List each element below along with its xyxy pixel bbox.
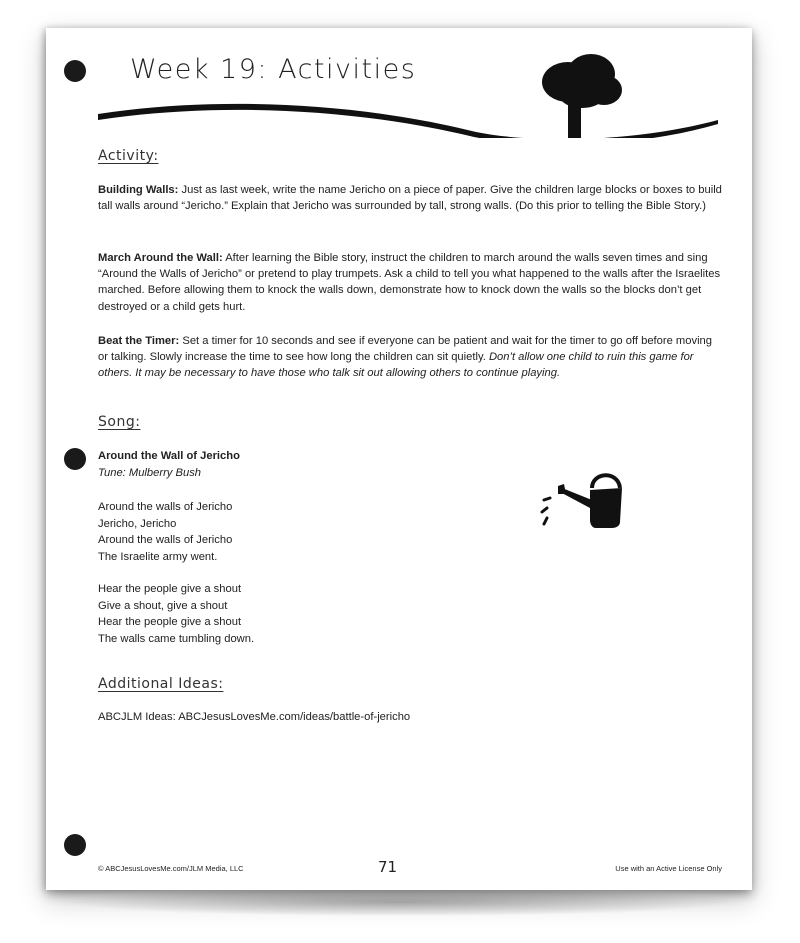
watering-can-icon: [538, 464, 628, 544]
page-shadow: [70, 888, 730, 916]
lyric-line: Hear the people give a shout: [98, 583, 242, 595]
song-verse-2: [98, 581, 254, 647]
activity-text: After learning the Bible story, instruct the children to march around the walls seven times and sing “Around the Walls of Jericho” or pretend to play trumpets. Ask a child to tell you what happened to the walls after the Israelites marched. Before allowing them to knock the walls down, demonstrate how to knock down the walls so the blocks don’t get destroyed or a child gets hurt.: [98, 252, 721, 313]
activity-name: Beat the Timer:: [98, 335, 180, 347]
activity-name: March Around the Wall:: [98, 252, 223, 264]
activity-name: Building Walls:: [98, 184, 179, 196]
lyric-line: Jericho, Jericho: [98, 517, 177, 530]
lyric-line: Hear the people give a shout: [98, 616, 242, 628]
activity-building-walls: [98, 182, 722, 214]
song-verse-1: [98, 499, 232, 565]
song-heading: Song:: [98, 414, 141, 430]
lyric-line: Around the walls of Jericho: [98, 501, 233, 513]
activity-march-around: [98, 250, 722, 315]
song-title: Around the Wall of Jericho: [98, 450, 240, 462]
lyric-line: The walls came tumbling down.: [98, 632, 255, 645]
additional-ideas-link[interactable]: ABCJLM Ideas: ABCJesusLovesMe.com/ideas/battle-of-jericho: [98, 711, 411, 723]
binder-hole-bottom: [64, 834, 86, 856]
binder-hole-middle: [64, 448, 86, 470]
activity-text: Set a timer for 10 seconds and see if everyone can be patient and wait for the timer to go off before moving or talking. Slowly increase the time to see how long the children can sit quietly.: [98, 335, 713, 364]
lyric-line: Give a shout, give a shout: [98, 599, 228, 612]
page-title: Week 19: Activities: [130, 54, 417, 85]
song-tune: Tune: Mulberry Bush: [98, 467, 202, 479]
tree-icon: [542, 54, 622, 138]
activity-note: Don’t allow one child to ruin this game for others. It may be necessary to have those who talk sit out allowing others to continue playing.: [98, 351, 694, 380]
page-number: 71: [378, 858, 398, 876]
document-page: [46, 28, 752, 890]
activity-text: Just as last week, write the name Jericho on a piece of paper. Give the children large blocks or boxes to build tall walls around “Jericho.” Explain that Jericho was surrounded by tall, strong walls. (Do this prior to telling the Bible Story.): [98, 184, 722, 213]
activity-beat-timer: [98, 333, 722, 382]
footer-copyright: © ABCJesusLovesMe.com/JLM Media, LLC: [98, 864, 244, 873]
binder-hole-top: [64, 60, 86, 82]
footer-license: Use with an Active License Only: [615, 864, 722, 873]
lyric-line: Around the walls of Jericho: [98, 534, 233, 546]
activity-heading: Activity:: [98, 148, 159, 164]
additional-ideas-heading: Additional Ideas:: [98, 676, 224, 692]
lyric-line: The Israelite army went.: [98, 550, 218, 563]
